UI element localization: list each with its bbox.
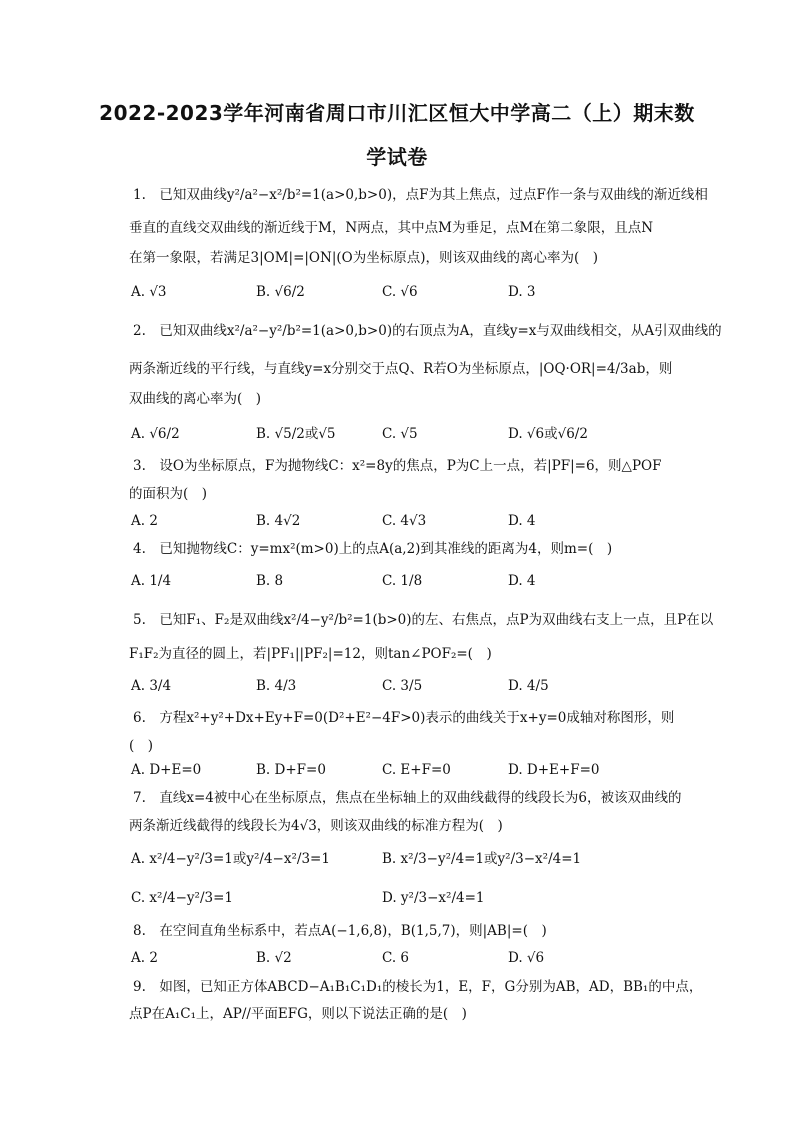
question-6-option-a: A. D+E=0 bbox=[131, 762, 202, 778]
question-5-option-a: A. 3/4 bbox=[131, 678, 172, 694]
question-3-option-a: A. 2 bbox=[131, 513, 158, 529]
question-5-option-c: C. 3/5 bbox=[382, 678, 423, 694]
question-1-option-c: C. √6 bbox=[382, 284, 418, 300]
question-2-line-1: 2. 已知双曲线x²/a²−y²/b²=1(a>0,b>0)的右顶点为A，直线y=x与双曲线相交，从A引双曲线的 bbox=[133, 323, 722, 339]
question-3-option-d: D. 4 bbox=[508, 513, 536, 529]
question-1-option-b: B. √6/2 bbox=[256, 284, 305, 300]
question-7-option-c: C. x²/4−y²/3=1 bbox=[131, 890, 233, 906]
question-4-option-c: C. 1/8 bbox=[382, 573, 423, 589]
question-8-line-1: 8. 在空间直角坐标系中，若点A(−1,6,8)，B(1,5,7)，则|AB|=( ) bbox=[133, 923, 547, 939]
question-3-option-c: C. 4√3 bbox=[382, 513, 427, 529]
exam-title-line1: 2022-2023学年河南省周口市川汇区恒大中学高二（上）期末数 bbox=[99, 101, 695, 125]
question-1-line-2: 垂直的直线交双曲线的渐近线于M，N两点，其中点M为垂足，点M在第二象限，且点N bbox=[129, 220, 654, 236]
question-7-line-2: 两条渐近线截得的线段长为4√3，则该双曲线的标准方程为( ) bbox=[129, 818, 503, 834]
question-6-option-b: B. D+F=0 bbox=[256, 762, 326, 778]
question-9-line-1: 9. 如图，已知正方体ABCD−A₁B₁C₁D₁的棱长为1，E，F，G分别为AB，AD，BB₁的中点， bbox=[133, 979, 703, 995]
question-4-option-a: A. 1/4 bbox=[131, 573, 172, 589]
question-1-line-3: 在第一象限，若满足3|OM|=|ON|(O为坐标原点)，则该双曲线的离心率为( ) bbox=[129, 250, 598, 266]
question-2-option-a: A. √6/2 bbox=[131, 426, 180, 442]
question-1-line-1: 1. 已知双曲线y²/a²−x²/b²=1(a>0,b>0)，点F为其上焦点，过点F作一条与双曲线的渐近线相 bbox=[133, 187, 708, 203]
question-8-option-d: D. √6 bbox=[508, 950, 545, 966]
question-7-option-b: B. x²/3−y²/4=1或y²/3−x²/4=1 bbox=[382, 851, 582, 867]
question-8-option-a: A. 2 bbox=[131, 950, 158, 966]
question-6-line-2: ( ) bbox=[129, 738, 154, 754]
exam-title-line2: 学试卷 bbox=[366, 145, 428, 169]
question-4-option-d: D. 4 bbox=[508, 573, 536, 589]
question-3-line-2: 的面积为( ) bbox=[129, 486, 208, 502]
question-7-option-a: A. x²/4−y²/3=1或y²/4−x²/3=1 bbox=[131, 851, 330, 867]
question-8-option-c: C. 6 bbox=[382, 950, 410, 966]
question-1-option-a: A. √3 bbox=[131, 284, 167, 300]
question-2-line-3: 双曲线的离心率为( ) bbox=[129, 391, 262, 407]
question-2-option-c: C. √5 bbox=[382, 426, 418, 442]
question-6-option-c: C. E+F=0 bbox=[382, 762, 451, 778]
question-6-option-d: D. D+E+F=0 bbox=[508, 762, 600, 778]
question-3-line-1: 3. 设O为坐标原点，F为抛物线C：x²=8y的焦点，P为C上一点，若|PF|=6，则△POF bbox=[133, 458, 662, 474]
question-4-line-1: 4. 已知抛物线C：y=mx²(m>0)上的点A(a,2)到其准线的距离为4，则m=( ) bbox=[133, 541, 613, 557]
question-2-option-d: D. √6或√6/2 bbox=[508, 426, 588, 442]
question-6-line-1: 6. 方程x²+y²+Dx+Ey+F=0(D²+E²−4F>0)表示的曲线关于x+y=0成轴对称图形，则 bbox=[133, 710, 675, 726]
question-5-line-2: F₁F₂为直径的圆上，若|PF₁||PF₂|=12，则tan∠POF₂=( ) bbox=[129, 646, 492, 662]
question-5-option-b: B. 4/3 bbox=[256, 678, 297, 694]
question-1-option-d: D. 3 bbox=[508, 284, 536, 300]
question-4-option-b: B. 8 bbox=[256, 573, 284, 589]
question-8-option-b: B. √2 bbox=[256, 950, 292, 966]
question-3-option-b: B. 4√2 bbox=[256, 513, 301, 529]
question-7-line-1: 7. 直线x=4被中心在坐标原点，焦点在坐标轴上的双曲线截得的线段长为6，被该双曲线的 bbox=[133, 790, 682, 806]
question-2-line-2: 两条渐近线的平行线，与直线y=x分别交于点Q、R若O为坐标原点，|OQ·OR|=4/3ab，则 bbox=[129, 361, 673, 377]
question-5-line-1: 5. 已知F₁、F₂是双曲线x²/4−y²/b²=1(b>0)的左、右焦点，点P为双曲线右支上一点，且P在以 bbox=[133, 612, 714, 628]
question-2-option-b: B. √5/2或√5 bbox=[256, 426, 336, 442]
question-7-option-d: D. y²/3−x²/4=1 bbox=[382, 890, 485, 906]
question-9-line-2: 点P在A₁C₁上，AP//平面EFG，则以下说法正确的是( ) bbox=[129, 1006, 467, 1022]
question-5-option-d: D. 4/5 bbox=[508, 678, 549, 694]
